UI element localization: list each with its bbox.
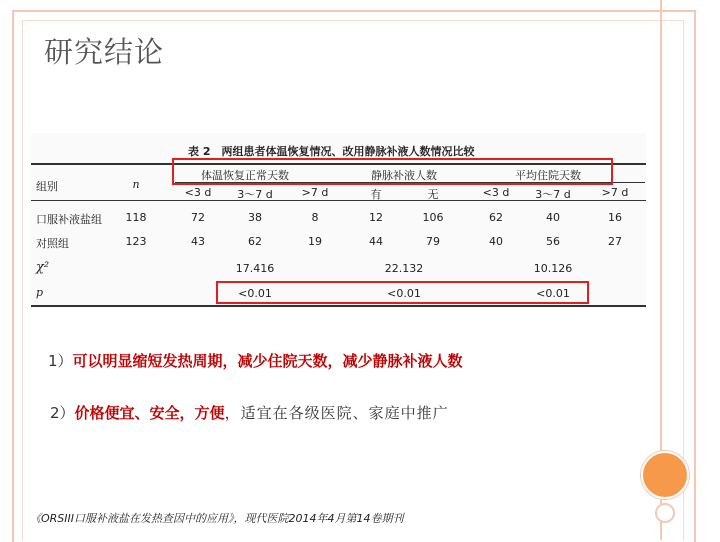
- table-cell: 27: [608, 235, 622, 248]
- table-cell: 123: [125, 235, 147, 248]
- conclusion-2-text: ，适宜在各级医院、家庭中推广: [224, 404, 449, 422]
- group-header-iv: 静脉补液人数: [371, 169, 437, 182]
- table-cell: 72: [191, 211, 205, 224]
- subheader: <3 d: [482, 186, 510, 199]
- chi-square-value: 22.132: [384, 262, 424, 275]
- table-row-label: 对照组: [36, 237, 69, 250]
- table-cell: 8: [311, 211, 319, 224]
- table-cell: 44: [369, 235, 383, 248]
- group-header-temperature: 体温恢复正常天数: [201, 169, 289, 182]
- subheader: 有: [370, 188, 382, 201]
- chi-square-value: 10.126: [533, 262, 573, 275]
- table-cell: 40: [489, 235, 503, 248]
- p-value: <0.01: [238, 287, 272, 300]
- table-cell: 38: [248, 211, 262, 224]
- conclusion-1: [48, 350, 463, 371]
- group-header-stay: 平均住院天数: [515, 169, 581, 182]
- slide-title: 研究结论: [44, 35, 165, 69]
- n-column-header: n: [132, 178, 140, 191]
- table-cell: 62: [489, 211, 503, 224]
- chi-square-label: χ²: [36, 260, 50, 275]
- table-cell: 118: [125, 211, 147, 224]
- table-cell: 106: [422, 211, 444, 224]
- table-cell: 62: [248, 235, 262, 248]
- p-value-highlight-box: [216, 281, 589, 304]
- group-column-header: 组别: [36, 180, 58, 193]
- conclusion-2-highlight: 价格便宜、安全，方便: [74, 404, 225, 422]
- subheader: 3～7 d: [535, 188, 571, 201]
- conclusion-1-text: 可以明显缩短发热周期，减少住院天数，减少静脉补液人数: [72, 352, 463, 370]
- table-cell: 79: [426, 235, 440, 248]
- chi-square-value: 17.416: [235, 262, 275, 275]
- decorative-circle-large: [641, 451, 689, 499]
- conclusion-2: [50, 402, 449, 423]
- table-row-label: 口服补液盐组: [36, 213, 102, 226]
- header-highlight-box: [172, 158, 613, 185]
- table-cell: 16: [608, 211, 622, 224]
- subheader: >7 d: [301, 186, 329, 199]
- table-cell: 40: [546, 211, 560, 224]
- p-value: <0.01: [387, 287, 421, 300]
- table-bottom-rule: [31, 305, 646, 307]
- table-caption: 表 2 两组患者体温恢复情况、改用静脉补液人数情况比较: [188, 145, 475, 158]
- subheader: 无: [427, 188, 439, 201]
- p-value: <0.01: [536, 287, 570, 300]
- table-cell: 43: [191, 235, 205, 248]
- table-cell: 19: [308, 235, 322, 248]
- reference-citation: 《ORSIII口服补液盐在发热查因中的应用》，现代医院2014年4月第14卷期刊: [30, 512, 404, 525]
- p-label: p: [36, 286, 44, 299]
- table-cell: 12: [369, 211, 383, 224]
- subheader: <3 d: [184, 186, 212, 199]
- subheader: 3～7 d: [237, 188, 273, 201]
- table-cell: 56: [546, 235, 560, 248]
- conclusion-2-number: 2）: [50, 404, 75, 422]
- subheader: >7 d: [601, 186, 629, 199]
- decorative-circle-small: [655, 503, 675, 523]
- conclusion-1-number: 1）: [48, 352, 73, 370]
